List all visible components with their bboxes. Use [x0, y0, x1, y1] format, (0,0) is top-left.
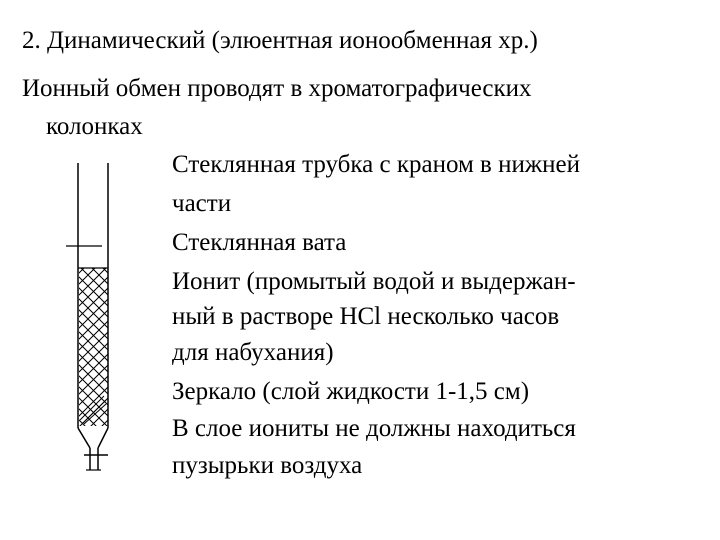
description-line-4: Ионит (промытый водой и выдержан- — [172, 268, 576, 295]
intro-line-2: колонках — [46, 113, 143, 140]
description-line-2: части — [172, 190, 232, 217]
description-line-1: Стеклянная трубка с краном в нижней — [172, 151, 580, 178]
description-line-7: Зеркало (слой жидкости 1-1,5 см) — [172, 378, 530, 405]
chromatography-column-diagram — [60, 150, 120, 480]
cone-right — [98, 428, 108, 448]
description-line-8: В слое иониты не должны находиться — [172, 415, 576, 442]
slide-heading: 2. Динамический (элюентная ионообменная хр.) — [22, 27, 538, 54]
description-line-6: для набухания) — [172, 339, 334, 366]
intro-line-1: Ионный обмен проводят в хроматографических — [22, 75, 532, 102]
description-line-9: пузырьки воздуха — [172, 452, 363, 479]
description-line-3: Стеклянная вата — [172, 229, 347, 256]
description-line-5: ный в растворе HCl несколько часов — [172, 303, 560, 330]
cone-left — [78, 428, 90, 448]
